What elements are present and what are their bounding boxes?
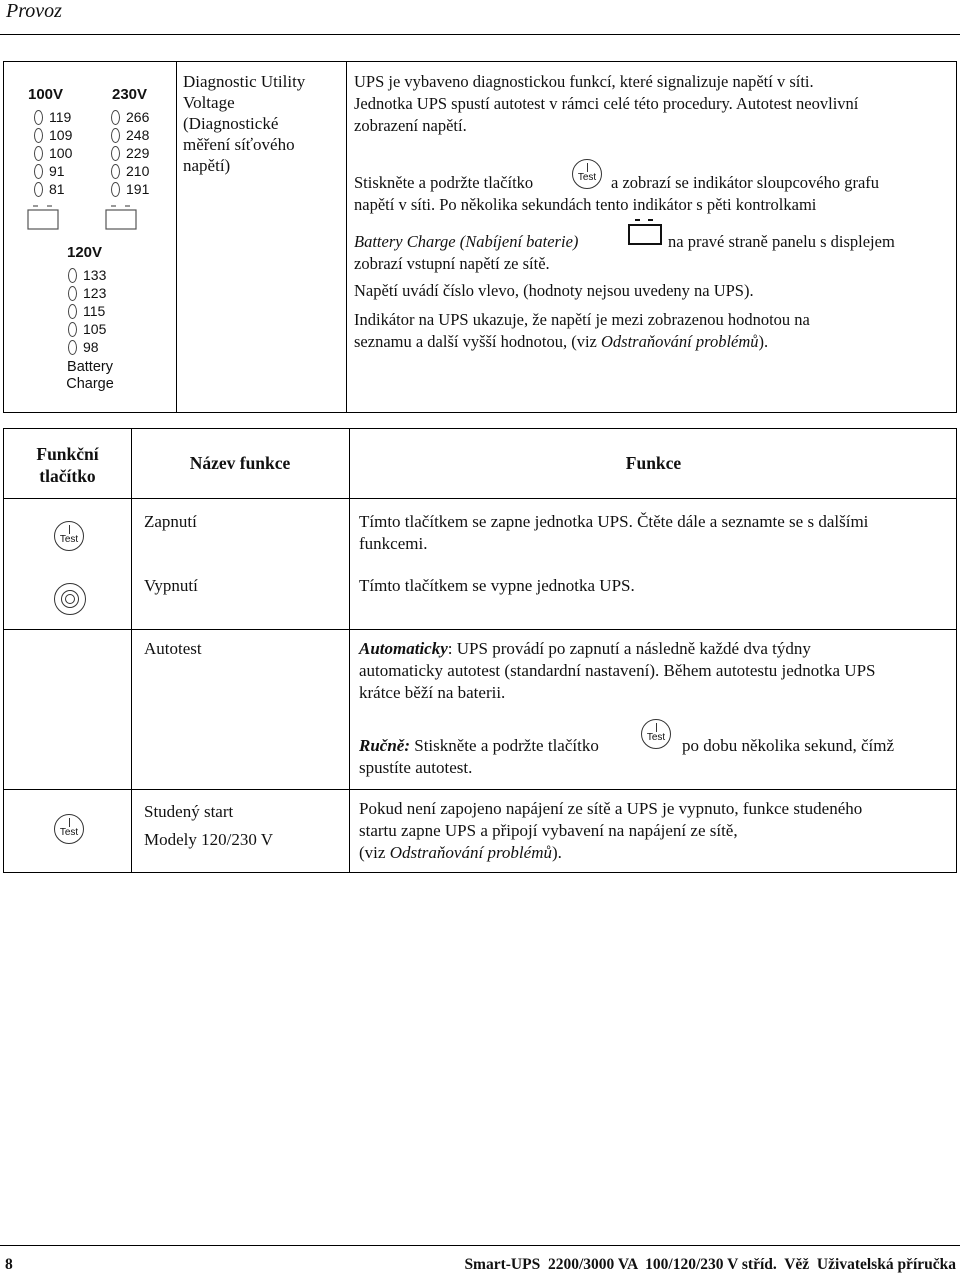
header-function: Funkce: [625, 453, 682, 473]
text-line: [359, 638, 876, 660]
level-value: 266: [126, 109, 150, 125]
level-value: 98: [83, 339, 99, 355]
page-number: 8: [5, 1256, 13, 1273]
header-function-name: Název funkce: [189, 453, 291, 473]
text-run: ).: [758, 332, 769, 351]
paragraph: [354, 331, 768, 353]
paragraph: zobrazení napětí.: [354, 116, 467, 135]
column-divider: [346, 62, 347, 412]
title-line: měření síťového: [183, 135, 295, 154]
paragraph: Stiskněte a podržte tlačítko: [354, 173, 534, 192]
led-icon: [68, 286, 77, 301]
row-divider: [4, 498, 956, 499]
led-icon: [34, 164, 43, 179]
led-icon: [34, 146, 43, 161]
level-value: 248: [126, 127, 150, 143]
led-row: [111, 127, 149, 143]
paragraph: zobrazí vstupní napětí ze sítě.: [354, 254, 550, 273]
text-run: seznamu a další vyšší hodnotou, (viz: [354, 332, 602, 351]
level-value: 81: [49, 181, 65, 197]
text-line: automaticky autotest (standardní nastavení). Během autotestu jednotka UPS: [359, 661, 876, 680]
led-icon: [34, 110, 43, 125]
led-icon: [111, 146, 120, 161]
diagnostic-title: [183, 71, 305, 176]
level-head-100v: 100V: [28, 86, 64, 103]
function-desc-on: [359, 511, 868, 555]
level-value: 210: [126, 163, 150, 179]
text-line: Studený start: [144, 802, 234, 821]
led-row: [34, 109, 71, 125]
text-line: Modely 120/230 V: [144, 830, 274, 849]
paragraph: a zobrazí se indikátor sloupcového grafu: [611, 173, 880, 192]
emphasis: Automaticky: [359, 639, 448, 658]
led-row: [111, 163, 149, 179]
text-line: funkcemi.: [359, 534, 428, 553]
battery-icon: [26, 202, 60, 232]
led-row: [111, 145, 149, 161]
led-icon: [34, 128, 43, 143]
led-row: [34, 145, 72, 161]
paragraph: Jednotka UPS spustí autotest v rámci celé této procedury. Autotest neovlivní: [354, 94, 859, 113]
battery-label-line: Charge: [66, 376, 114, 392]
text-line: startu zapne UPS a připojí vybavení na napájení ze sítě,: [359, 821, 738, 840]
text-line: krátce běží na baterii.: [359, 683, 506, 702]
led-row: [111, 109, 149, 125]
function-name-cold-start: [144, 798, 273, 854]
function-desc-cold-start: [359, 798, 862, 864]
test-button-label: Test: [577, 172, 597, 183]
header-line: tlačítko: [39, 466, 96, 486]
led-row: [34, 163, 65, 179]
column-divider: [131, 429, 132, 872]
diagnostic-box: [3, 61, 957, 413]
level-value: 91: [49, 163, 65, 179]
led-icon: [68, 340, 77, 355]
led-icon: [111, 182, 120, 197]
footer-rule: [0, 1245, 960, 1246]
battery-label-line: Battery: [67, 359, 113, 375]
title-line: (Diagnostické: [183, 114, 279, 133]
level-value: 115: [83, 303, 106, 319]
led-row: [111, 181, 149, 197]
test-button-icon: [641, 719, 671, 749]
text-run: : UPS provádí po zapnutí a následně každé dva týdny: [447, 639, 811, 658]
power-off-icon: [54, 583, 86, 615]
header-line: Funkční: [36, 444, 99, 464]
battery-charge-label: [59, 359, 121, 393]
column-divider: [176, 62, 177, 412]
function-desc-autotest: [359, 638, 876, 704]
led-icon: [111, 110, 120, 125]
text-run: (viz: [359, 843, 390, 862]
level-value: 105: [83, 321, 107, 337]
function-name-autotest: Autotest: [144, 639, 202, 658]
led-row: [68, 285, 106, 301]
function-name-on: Zapnutí: [144, 512, 197, 531]
title-line: Diagnostic Utility: [183, 72, 306, 91]
header-rule: [0, 34, 960, 35]
troubleshooting-link[interactable]: Odstraňování problémů: [389, 843, 552, 862]
emphasis: Ručně:: [359, 736, 410, 755]
function-table: [3, 428, 957, 873]
paragraph: Napětí uvádí číslo vlevo, (hodnoty nejsou uvedeny na UPS).: [354, 281, 754, 300]
level-value: 119: [49, 109, 72, 125]
led-icon: [68, 322, 77, 337]
paragraph: napětí v síti. Po několika sekundách tento indikátor s pěti kontrolkami: [354, 195, 817, 214]
header-function-button: [4, 443, 131, 487]
title-line: Voltage: [183, 93, 235, 112]
row-divider: [4, 789, 956, 790]
led-icon: [111, 128, 120, 143]
level-value: 133: [83, 267, 107, 283]
level-value: 191: [126, 181, 150, 197]
level-value: 229: [126, 145, 150, 161]
row-divider: [4, 629, 956, 630]
battery-icon: [104, 202, 138, 232]
text-run: ).: [551, 843, 562, 862]
test-button-label: Test: [59, 534, 79, 545]
paragraph: na pravé straně panelu s displejem: [668, 232, 895, 251]
text-line: spustíte autotest.: [359, 758, 473, 777]
function-desc-off: Tímto tlačítkem se vypne jednotka UPS.: [359, 576, 635, 595]
led-row: [34, 181, 65, 197]
test-button-icon: [572, 159, 602, 189]
test-button-icon: [54, 521, 84, 551]
led-icon: [111, 164, 120, 179]
led-row: [68, 339, 99, 355]
led-row: [68, 267, 106, 283]
column-divider: [349, 429, 350, 872]
led-icon: [34, 182, 43, 197]
text-run: Stiskněte a podržte tlačítko: [410, 736, 599, 755]
level-value: 123: [83, 285, 107, 301]
manual-line: [359, 735, 599, 757]
section-header: Provoz: [6, 0, 62, 22]
text-line: Tímto tlačítkem se zapne jednotka UPS. Čtěte dále a seznamte se s dalšími: [359, 512, 869, 531]
battery-icon: [627, 216, 663, 246]
level-value: 100: [49, 145, 73, 161]
level-head-230v: 230V: [112, 86, 148, 103]
level-head-120v: 120V: [67, 244, 103, 261]
text-run: po dobu několika sekund, čímž: [682, 736, 894, 755]
paragraph: Indikátor na UPS ukazuje, že napětí je mezi zobrazenou hodnotou na: [354, 310, 810, 329]
test-button-label: Test: [59, 827, 79, 838]
footer-title: Smart-UPS 2200/3000 VA 100/120/230 V stříd. Věž Uživatelská příručka: [464, 1256, 956, 1273]
test-button-icon: [54, 814, 84, 844]
level-value: 109: [49, 127, 73, 143]
diagnostic-description: [354, 71, 954, 137]
paragraph: UPS je vybaveno diagnostickou funkcí, které signalizuje napětí v síti.: [354, 72, 814, 91]
text-line: Pokud není zapojeno napájení ze sítě a UPS je vypnuto, funkce studeného: [359, 799, 863, 818]
led-row: [34, 127, 72, 143]
led-icon: [68, 304, 77, 319]
led-row: [68, 321, 106, 337]
title-line: napětí): [183, 156, 231, 175]
test-button-label: Test: [646, 732, 666, 743]
text-line: [359, 842, 862, 864]
paragraph: Battery Charge (Nabíjení baterie): [354, 232, 579, 251]
led-icon: [68, 268, 77, 283]
led-row: [68, 303, 105, 319]
function-name-off: Vypnutí: [144, 576, 198, 595]
troubleshooting-link[interactable]: Odstraňování problémů: [601, 332, 759, 351]
